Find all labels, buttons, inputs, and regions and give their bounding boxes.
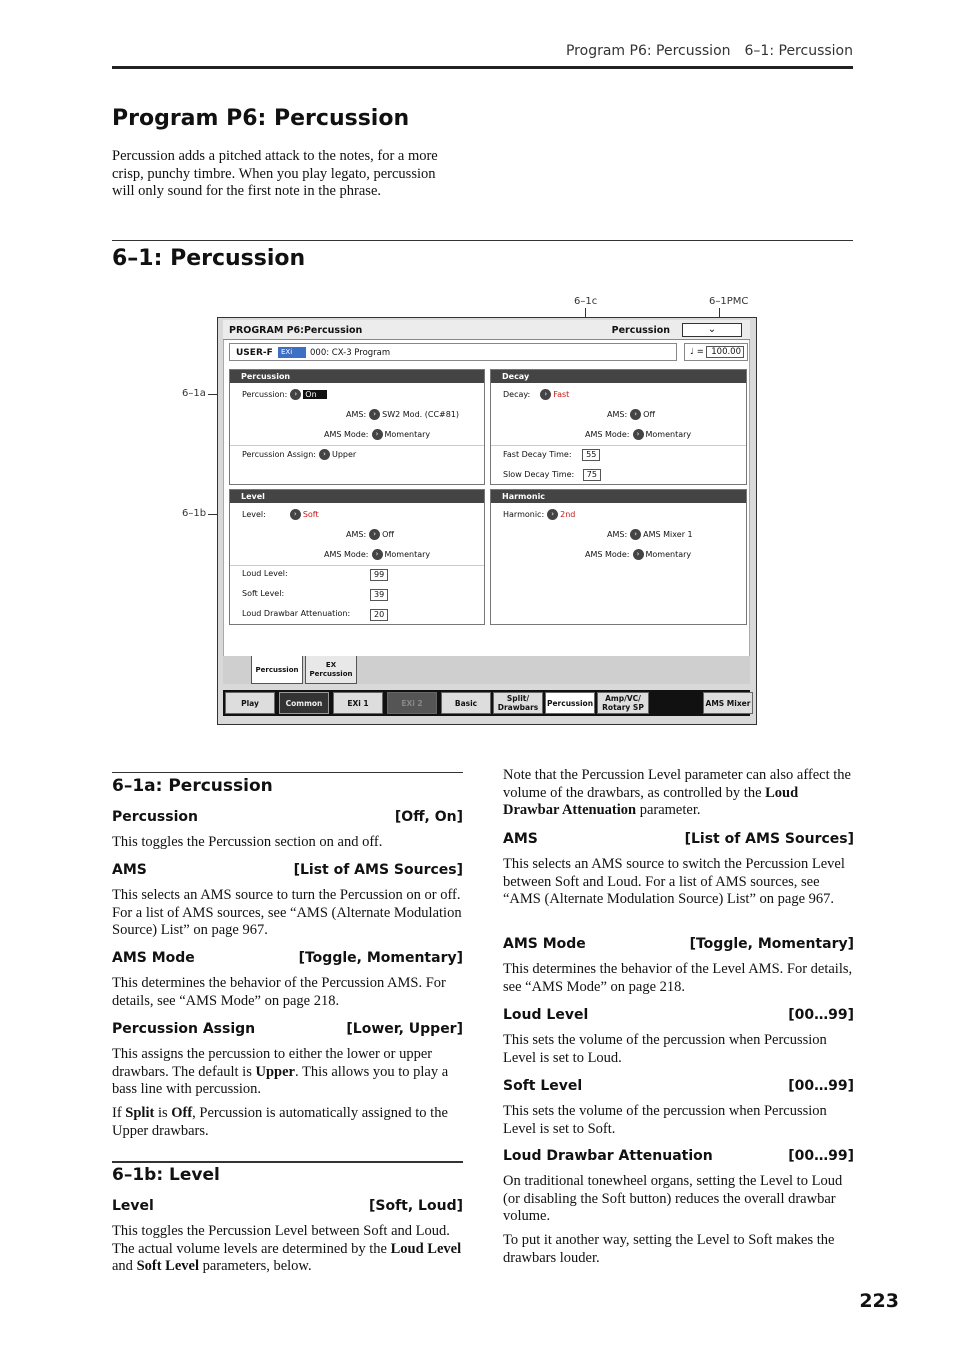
fast-decay-label: Fast Decay Time: bbox=[503, 450, 572, 459]
ams-value[interactable]: Off bbox=[643, 410, 655, 419]
ams-mode-value[interactable]: Momentary bbox=[384, 430, 431, 439]
ams-mode-value[interactable]: Momentary bbox=[645, 550, 692, 559]
param-level-ams-mode bbox=[503, 936, 854, 952]
text: is bbox=[154, 1105, 172, 1121]
param-desc: On traditional tonewheel organs, setting the Level to Loud (or disabling the Soft button) reduces the overall drawbar volume. bbox=[503, 1173, 843, 1224]
param-loud-level bbox=[503, 1007, 854, 1023]
param-desc bbox=[112, 1046, 463, 1099]
divider bbox=[230, 565, 484, 566]
param-ams bbox=[112, 862, 463, 878]
text: . This allows you to play a bass line with percussion. bbox=[112, 1063, 449, 1097]
param-desc: This sets the volume of the percussion when Percussion Level is set to Soft. bbox=[503, 1103, 827, 1137]
fast-decay-row[interactable] bbox=[503, 449, 600, 461]
param-level-ams bbox=[503, 831, 854, 847]
page-menu-label: Percussion bbox=[611, 325, 670, 336]
knob-icon[interactable]: › bbox=[540, 389, 551, 400]
knob-icon[interactable]: › bbox=[290, 509, 301, 520]
param-name: Loud Level bbox=[503, 1007, 589, 1023]
page-menu-button[interactable] bbox=[682, 323, 742, 337]
lcd-screen bbox=[217, 317, 757, 725]
param-desc: This selects an AMS source to turn the Percussion on or off. For a list of AMS sources, see “AMS (Alternate Modulation Source) List” on page 967. bbox=[112, 887, 462, 938]
assign-label: Percussion Assign: bbox=[242, 450, 316, 459]
sub-tab-bar bbox=[223, 656, 750, 684]
percussion-ams-mode-row[interactable] bbox=[324, 429, 430, 440]
param-level bbox=[112, 1198, 463, 1214]
ams-value[interactable]: SW2 Mod. (CC#81) bbox=[382, 410, 460, 419]
decay-label: Decay: bbox=[503, 390, 531, 399]
param-name: Percussion Assign bbox=[112, 1021, 256, 1037]
param-name: Level bbox=[112, 1198, 154, 1214]
header-rule bbox=[112, 66, 853, 69]
param-range: [List of AMS Sources] bbox=[293, 862, 463, 878]
ams-value[interactable]: AMS Mixer 1 bbox=[643, 530, 693, 539]
param-name: AMS bbox=[112, 862, 147, 878]
param-range: [List of AMS Sources] bbox=[684, 831, 854, 847]
text-bold: Off bbox=[171, 1105, 193, 1121]
param-desc bbox=[112, 1105, 463, 1140]
param-name: AMS Mode bbox=[503, 936, 586, 952]
ams-mode-value[interactable]: Momentary bbox=[645, 430, 692, 439]
decay-panel bbox=[490, 369, 747, 485]
tab-play[interactable]: Play bbox=[225, 692, 275, 714]
soft-level-label: Soft Level: bbox=[242, 589, 285, 598]
ams-label: AMS: bbox=[346, 410, 367, 419]
decay-ams-mode-row[interactable] bbox=[585, 429, 691, 440]
text: This toggles the Percussion Level between Soft and Loud. The actual volume levels are determined by the bbox=[112, 1223, 450, 1257]
ams-mode-value[interactable]: Momentary bbox=[384, 550, 431, 559]
section-rule bbox=[112, 240, 853, 241]
divider bbox=[230, 445, 484, 446]
page-tab-bar bbox=[223, 690, 750, 716]
knob-icon[interactable]: › bbox=[633, 429, 644, 440]
page-title: Program P6: Percussion bbox=[112, 106, 410, 131]
program-name: 000: CX-3 Program bbox=[310, 348, 391, 358]
param-desc: This selects an AMS source to switch the Percussion Level between Soft and Loud. For a list of AMS sources, see “AMS (Alternate Modulation Source) List” on page 967. bbox=[503, 856, 845, 907]
slow-decay-value[interactable]: 75 bbox=[583, 469, 601, 481]
text: This assigns the percussion to either the lower or upper drawbars. The default is bbox=[112, 1046, 433, 1080]
text-bold: Soft Level bbox=[136, 1258, 199, 1274]
text: and bbox=[112, 1258, 137, 1274]
loud-level-label: Loud Level: bbox=[242, 569, 288, 578]
param-range: [Soft, Loud] bbox=[368, 1198, 463, 1214]
tab-exi-2[interactable]: EXi 2 bbox=[387, 692, 437, 714]
param-range: [Off, On] bbox=[394, 809, 463, 825]
soft-level-value[interactable]: 39 bbox=[370, 589, 388, 601]
param-ams-mode bbox=[112, 950, 463, 966]
knob-icon[interactable]: › bbox=[372, 549, 383, 560]
param-percussion-assign bbox=[112, 1021, 463, 1037]
decay-row[interactable] bbox=[503, 389, 569, 400]
ams-label: AMS: bbox=[607, 530, 628, 539]
running-head bbox=[552, 43, 853, 59]
harmonic-label: Harmonic: bbox=[503, 510, 545, 519]
param-name: Soft Level bbox=[503, 1078, 583, 1094]
param-desc: This sets the volume of the percussion when Percussion Level is set to Loud. bbox=[503, 1032, 827, 1066]
running-head-section: Program P6: Percussion bbox=[565, 43, 731, 59]
knob-icon[interactable]: › bbox=[372, 429, 383, 440]
exi-badge: EXi bbox=[278, 347, 306, 358]
tempo-value: 100.00 bbox=[706, 346, 744, 358]
param-percussion bbox=[112, 809, 463, 825]
loud-level-row[interactable] bbox=[242, 569, 385, 579]
text: parameters, below. bbox=[198, 1258, 312, 1274]
knob-icon[interactable]: › bbox=[290, 389, 301, 400]
harmonic-ams-row[interactable] bbox=[607, 529, 693, 540]
decay-value[interactable]: Fast bbox=[553, 390, 570, 399]
percussion-ams-row[interactable] bbox=[346, 409, 459, 420]
level-panel bbox=[229, 489, 485, 625]
text-bold: Loud Drawbar Attenuation bbox=[503, 784, 799, 818]
assign-value[interactable]: Upper bbox=[331, 450, 357, 459]
percussion-panel-header: Percussion bbox=[230, 370, 484, 383]
divider bbox=[491, 445, 746, 446]
tempo-symbol: ♩ = bbox=[690, 347, 704, 357]
running-head-page: 6–1: Percussion bbox=[744, 43, 853, 59]
knob-icon[interactable]: › bbox=[633, 549, 644, 560]
loud-level-value[interactable]: 99 bbox=[370, 569, 388, 581]
subsection-title-1b: 6–1b: Level bbox=[112, 1165, 220, 1185]
fast-decay-value[interactable]: 55 bbox=[582, 449, 600, 461]
ams-mode-label: AMS Mode: bbox=[585, 550, 630, 559]
screen-title-bar bbox=[223, 320, 750, 340]
ams-mode-label: AMS Mode: bbox=[324, 550, 369, 559]
param-range: [Lower, Upper] bbox=[346, 1021, 463, 1037]
chevron-down-icon: ⌄ bbox=[707, 324, 717, 335]
knob-icon[interactable]: › bbox=[630, 529, 641, 540]
intro-paragraph: Percussion adds a pitched attack to the notes, for a more crisp, punchy timbre. When you play legato, percussion will only sound for the first note in the phrase. bbox=[112, 148, 438, 199]
param-soft-level bbox=[503, 1078, 854, 1094]
attenuation-value[interactable]: 20 bbox=[370, 609, 388, 621]
level-label: Level: bbox=[242, 510, 266, 519]
subsection-title-1a: 6–1a: Percussion bbox=[112, 776, 273, 796]
tempo-field[interactable] bbox=[684, 343, 748, 361]
level-panel-header: Level bbox=[230, 490, 484, 503]
ams-mode-label: AMS Mode: bbox=[324, 430, 369, 439]
percussion-value[interactable]: On bbox=[303, 390, 326, 399]
level-row[interactable] bbox=[242, 509, 319, 520]
subtab-percussion[interactable]: Percussion bbox=[251, 656, 303, 684]
param-name: Percussion bbox=[112, 809, 198, 825]
harmonic-row[interactable] bbox=[503, 509, 575, 520]
knob-icon[interactable]: › bbox=[630, 409, 641, 420]
param-desc: To put it another way, setting the Level to Soft makes the drawbars louder. bbox=[503, 1232, 835, 1266]
knob-icon[interactable]: › bbox=[369, 529, 380, 540]
text-bold: Loud Level bbox=[390, 1240, 462, 1257]
text-bold: Upper bbox=[255, 1063, 295, 1080]
callout-6-1a: 6–1a bbox=[182, 388, 206, 399]
knob-icon[interactable]: › bbox=[547, 509, 558, 520]
param-desc bbox=[112, 1223, 463, 1276]
screen-main bbox=[223, 340, 750, 656]
param-desc: This determines the behavior of the Percussion AMS. For details, see “AMS Mode” on page 218. bbox=[112, 975, 446, 1009]
harmonic-panel bbox=[490, 489, 747, 625]
level-ams-mode-row[interactable] bbox=[324, 549, 430, 560]
program-select[interactable] bbox=[229, 343, 677, 361]
tab-amp-vc-rotary[interactable]: Amp/VC/ Rotary SP bbox=[597, 692, 649, 714]
slow-decay-row[interactable] bbox=[503, 469, 601, 481]
attenuation-label: Loud Drawbar Attenuation: bbox=[242, 609, 351, 618]
text: , Percussion is automatically assigned to the Upper drawbars. bbox=[112, 1105, 448, 1139]
slow-decay-label: Slow Decay Time: bbox=[503, 470, 575, 479]
level-value[interactable]: Soft bbox=[302, 510, 319, 519]
param-desc: This determines the behavior of the Level AMS. For details, see “AMS Mode” on page 218. bbox=[503, 961, 853, 995]
param-name: AMS Mode bbox=[112, 950, 195, 966]
callout-6-1b: 6–1b bbox=[182, 508, 207, 519]
param-range: [00…99] bbox=[788, 1078, 854, 1094]
decay-ams-row[interactable] bbox=[607, 409, 655, 420]
tab-ams-mixer[interactable]: AMS Mixer bbox=[703, 692, 753, 714]
level-ams-row[interactable] bbox=[346, 529, 394, 540]
tab-basic[interactable]: Basic bbox=[441, 692, 491, 714]
percussion-row[interactable] bbox=[242, 389, 327, 400]
param-desc: This toggles the Percussion section on and off. bbox=[112, 834, 383, 850]
param-range: [Toggle, Momentary] bbox=[298, 950, 463, 966]
percussion-label: Percussion: bbox=[242, 390, 288, 399]
bank-label: USER-F bbox=[236, 348, 273, 358]
knob-icon[interactable]: › bbox=[319, 449, 330, 460]
text: If bbox=[112, 1105, 126, 1121]
ams-mode-label: AMS Mode: bbox=[585, 430, 630, 439]
page-number: 223 bbox=[859, 1290, 899, 1312]
harmonic-panel-header: Harmonic bbox=[491, 490, 746, 503]
subtab-ex-percussion[interactable]: EX Percussion bbox=[305, 656, 357, 684]
screen-title: PROGRAM P6:Percussion bbox=[229, 325, 363, 336]
text: Note that the Percussion Level parameter can also affect the volume of the drawbars, as controlled by the bbox=[503, 767, 851, 801]
callout-6-1c: 6–1c bbox=[574, 296, 598, 307]
ams-label: AMS: bbox=[346, 530, 367, 539]
param-range: [00…99] bbox=[788, 1148, 854, 1164]
text: parameter. bbox=[636, 802, 701, 818]
harmonic-value[interactable]: 2nd bbox=[560, 510, 576, 519]
knob-icon[interactable]: › bbox=[369, 409, 380, 420]
tab-exi-1[interactable]: EXi 1 bbox=[333, 692, 383, 714]
percussion-panel bbox=[229, 369, 485, 485]
harmonic-ams-mode-row[interactable] bbox=[585, 549, 691, 560]
attenuation-row[interactable] bbox=[242, 609, 385, 619]
tab-percussion[interactable]: Percussion bbox=[545, 692, 595, 714]
percussion-assign-row[interactable] bbox=[242, 449, 356, 460]
text-bold: Split bbox=[125, 1105, 155, 1121]
tab-common[interactable]: Common bbox=[279, 692, 329, 714]
param-range: [00…99] bbox=[788, 1007, 854, 1023]
param-name: AMS bbox=[503, 831, 538, 847]
section-title: 6–1: Percussion bbox=[112, 246, 306, 271]
subsection-rule-1b bbox=[112, 1161, 463, 1163]
param-range: [Toggle, Momentary] bbox=[689, 936, 854, 952]
subsection-rule-1a bbox=[112, 772, 463, 773]
callout-6-1pmc: 6–1PMC bbox=[709, 296, 749, 307]
param-loud-drawbar-attenuation bbox=[503, 1148, 854, 1164]
tab-split-drawbars[interactable]: Split/ Drawbars bbox=[493, 692, 543, 714]
soft-level-row[interactable] bbox=[242, 589, 385, 599]
decay-panel-header: Decay bbox=[491, 370, 746, 383]
ams-label: AMS: bbox=[607, 410, 628, 419]
note-paragraph bbox=[503, 767, 854, 820]
ams-value[interactable]: Off bbox=[382, 530, 394, 539]
param-name: Loud Drawbar Attenuation bbox=[503, 1148, 713, 1164]
